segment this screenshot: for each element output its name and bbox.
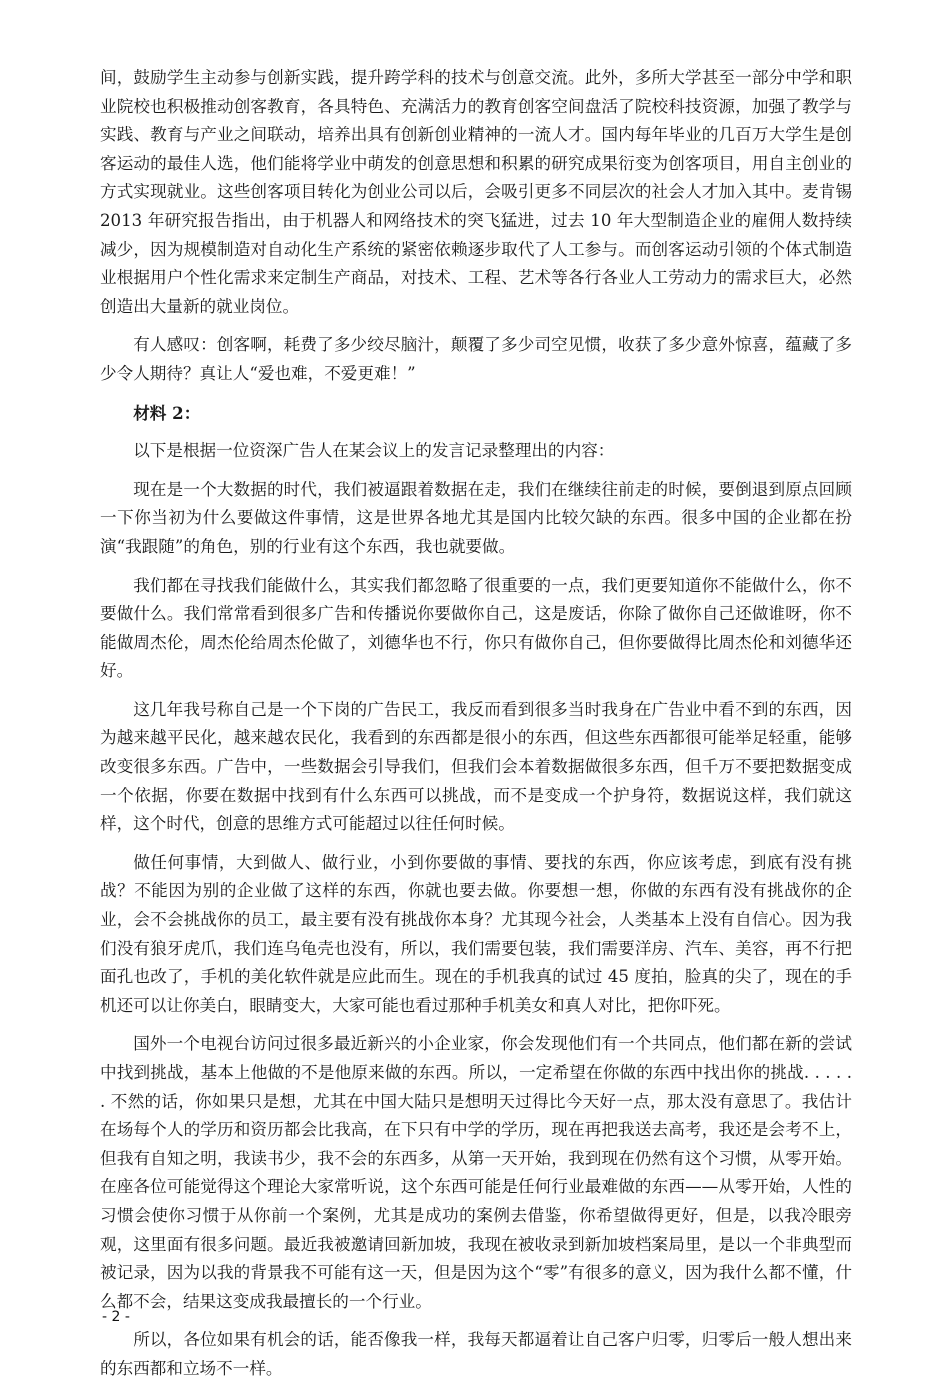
paragraph: 所以，各位如果有机会的话，能否像我一样，我每天都逼着让自己客户归零，归零后一般人想出来的东西都和立场不一样。 xyxy=(100,1330,852,1378)
paragraph: 做任何事情，大到做人、做行业，小到你要做的事情、要找的东西，你应该考虑，到底有没有挑战？不能因为别的企业做了这样的东西，你就也要去做。你要想一想，你做的东西有没有挑战你的企业，会不会挑战你的员工，最主要有没有挑战你本身？尤其现今社会，人类基本上没有自信心。因为我们没有狼牙虎爪，我们连乌龟壳也没有，所以，我们需要包装，我们需要洋房、汽车、美容，再不行把面孔也改了，手机的美化软件就是应此而生。现在的手机我真的试过 45 度拍，脸真的尖了，现在的手机还可以让你美白，眼睛变大，大家可能也看过那种手机美女和真人对比，把你吓死。 xyxy=(100,852,852,1015)
body-text xyxy=(100,64,852,1394)
paragraph: 这几年我号称自己是一个下岗的广告民工，我反而看到很多当时我身在广告业中看不到的东西，因为越来越平民化，越来越农民化，我看到的东西都是很小的东西，但这些东西都很可能举足轻重，能够改变很多东西。广告中，一些数据会引导我们，但我们会本着数据做很多东西，但千万不要把数据变成一个依据，你要在数据中找到有什么东西可以挑战，而不是变成一个护身符，数据说这样，我们就这样，这个时代，创意的思维方式可能超过以往任何时候。 xyxy=(100,699,852,834)
paragraph-continued: 间，鼓励学生主动参与创新实践，提升跨学科的技术与创意交流。此外，多所大学甚至一部分中学和职业院校也积极推动创客教育，各具特色、充满活力的教育创客空间盘活了院校科技资源，加强了教学与实践、教育与产业之间联动，培养出具有创新创业精神的一流人才。国内每年毕业的几百万大学生是创客运动的最佳人选，他们能将学业中萌发的创意思想和积累的研究成果衍变为创客项目，用自主创业的方式实现就业。这些创客项目转化为创业公司以后，会吸引更多不同层次的社会人才加入其中。麦肯锡 2013 年研究报告指出，由于机器人和网络技术的突飞猛进，过去 10 年大型制造企业的雇佣人数持续减少，因为规模制造对自动化生产系统的紧密依赖逐步取代了人工参与。而创客运动引领的个体式制造业根据用户个性化需求来定制生产商品，对技术、工程、艺术等各行各业人工劳动力的需求巨大，必然创造出大量新的就业岗位。 xyxy=(100,68,852,316)
section-heading: 材料 2： xyxy=(133,402,201,423)
paragraph: 现在是一个大数据的时代，我们被逼跟着数据在走，我们在继续往前走的时候，要倒退到原点回顾一下你当初为什么要做这件事情，这是世界各地尤其是国内比较欠缺的东西。很多中国的企业都在扮演“我跟随”的角色，别的行业有这个东西，我也就要做。 xyxy=(100,479,852,556)
paragraph: 有人感叹：创客啊，耗费了多少绞尽脑汁，颠覆了多少司空见惯，收获了多少意外惊喜，蕴藏了多少令人期待？真让人“爱也难，不爱更难！” xyxy=(100,335,852,383)
paragraph: 国外一个电视台访问过很多最近新兴的小企业家，你会发现他们有一个共同点，他们都在新的尝试中找到挑战，基本上他做的不是他原来做的东西。所以，一定希望在你做的东西中找出你的挑战. . . . . . 不然的话，你如果只是想，尤其在中国大陆只是想明天过得比今天好一点，那太没有意思了。我估计在场每个人的学历和资历都会比我高，在下只有中学的学历，现在再把我送去高考，我还是会考不上，但我有自知之明，我读书少，我不会的东西多，从第一天开始，我到现在仍然有这个习惯，从零开始。在座各位可能觉得这个理论大家常听说，这个东西可能是任何行业最难做的东西——从零开始，人性的习惯会使你习惯于从你前一个案例，尤其是成功的案例去借鉴，你希望做得更好，但是，以我冷眼旁观，这里面有很多问题。最近我被邀请回新加坡，我现在被收录到新加坡档案局里，是以一个非典型而被记录，因为以我的背景我不可能有这一天，但是因为这个“零”有很多的意义，因为我什么都不懂，什么都不会，结果这变成我最擅长的一个行业。 xyxy=(100,1034,852,1311)
paragraph: 我们都在寻找我们能做什么，其实我们都忽略了很重要的一点，我们更要知道你不能做什么，你不要做什么。我们常常看到很多广告和传播说你要做你自己，这是废话，你除了做你自己还做谁呀，你不能做周杰伦，周杰伦给周杰伦做了，刘德华也不行，你只有做你自己，但你要做得比周杰伦和刘德华还好。 xyxy=(100,575,852,681)
paragraph: 以下是根据一位资深广告人在某会议上的发言记录整理出的内容： xyxy=(133,441,615,461)
page-number: - 2 - xyxy=(102,1309,130,1325)
